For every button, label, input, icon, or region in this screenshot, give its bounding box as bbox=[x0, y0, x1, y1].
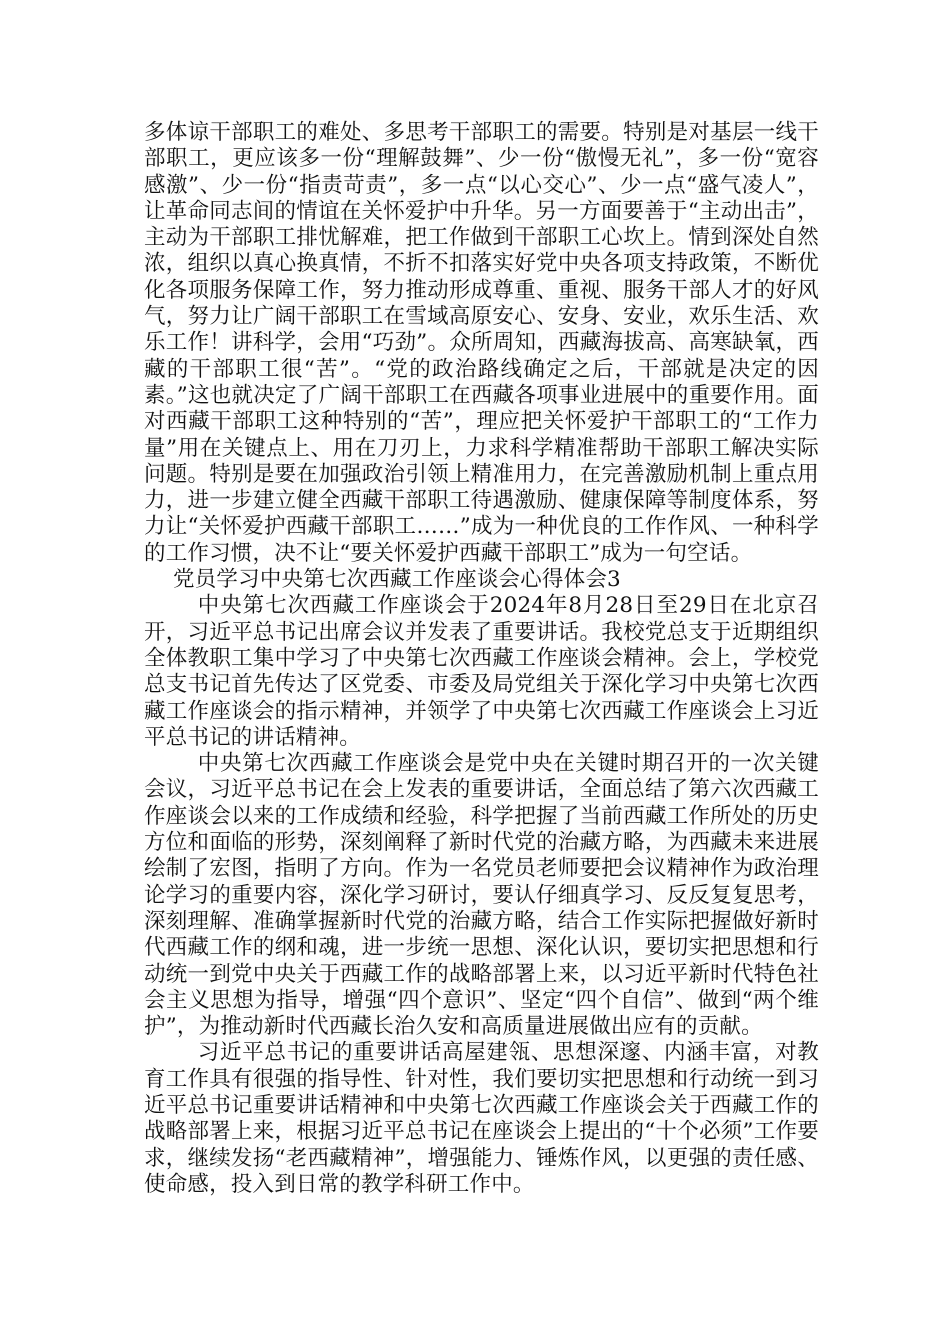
paragraph-meeting-significance: 中央第七次西藏工作座谈会是党中央在关键时期召开的一次关键会议，习近平总书记在会上发表的重要讲话，全面总结了第六次西藏工作座谈会以来的工作成绩和经验，科学把握了当前西藏工作所处的历史方位和面临的形势，深刻阐释了新时代党的治藏方略，为西藏未来进展绘制了宏图，指明了方向。作为一名党员老师要把会议精神作为政治理论学习的重要内容，深化学习研讨，要认仔细真学习、反反复复思考，深刻理解、准确掌握新时代党的治藏方略，结合工作实际把握做好新时代西藏工作的纲和魂，进一步统一思想、深化认识，要切实把思想和行动统一到党中央关于西藏工作的战略部署上来，以习近平新时代特色社会主义思想为指导，增强“四个意识”、坚定“四个自信”、做到“两个维护”，为推动新时代西藏长治久安和高质量进展做出应有的贡献。 bbox=[144, 751, 819, 1040]
paragraph-continued: 多体谅干部职工的难处、多思考干部职工的需要。特别是对基层一线干部职工，更应该多一份“理解鼓舞”、少一份“傲慢无礼”，多一份“宽容感激”、少一份“指责苛责”，多一点“以心交心”、少一点“盛气凌人”，让革命同志间的情谊在关怀爱护中升华。另一方面要善于“主动出击”，主动为干部职工排忧解难，把工作做到干部职工心坎上。情到深处自然浓，组织以真心换真情，不折不扣落实好党中央各项支持政策，不断优化各项服务保障工作，努力推动形成尊重、重视、服务干部人才的好风气，努力让广阔干部职工在雪域高原安心、安身、安业，欢乐生活、欢乐工作！讲科学，会用“巧劲”。众所周知，西藏海拔高、高寒缺氧，西藏的干部职工很“苦”。“党的政治路线确定之后，干部就是决定的因素。”这也就决定了广阔干部职工在西藏各项事业进展中的重要作用。面对西藏干部职工这种特别的“苦”，理应把关怀爱护干部职工的“工作力量”用在关键点上、用在刀刃上，力求科学精准帮助干部职工解决实际问题。特别是要在加强政治引领上精准用力，在完善激励机制上重点用力，进一步建立健全西藏干部职工待遇激励、健康保障等制度体系，努力让“关怀爱护西藏干部职工……”成为一种优良的工作作风、一种科学的工作习惯，决不让“要关怀爱护西藏干部职工”成为一句空话。 bbox=[144, 120, 819, 566]
paragraph-meeting-intro: 中央第七次西藏工作座谈会于2024年8月28日至29日在北京召开，习近平总书记出席会议并发表了重要讲话。我校党总支于近期组织全体教职工集中学习了中央第七次西藏工作座谈会精神。会上，学校党总支书记首先传达了区党委、市委及局党组关于深化学习中央第七次西藏工作座谈会的指示精神，并领学了中央第七次西藏工作座谈会上习近平总书记的讲话精神。 bbox=[144, 593, 819, 750]
section-heading: 党员学习中央第七次西藏工作座谈会心得体会3 bbox=[173, 567, 621, 593]
document-page bbox=[144, 120, 819, 1198]
paragraph-speech-guidance: 习近平总书记的重要讲话高屋建瓴、思想深邃、内涵丰富，对教育工作具有很强的指导性、针对性，我们要切实把思想和行动统一到习近平总书记重要讲话精神和中央第七次西藏工作座谈会关于西藏工作的战略部署上来，根据习近平总书记在座谈会上提出的“十个必须”工作要求，继续发扬“老西藏精神”，增强能力、锤炼作风，以更强的责任感、使命感，投入到日常的教学科研工作中。 bbox=[144, 1040, 819, 1197]
